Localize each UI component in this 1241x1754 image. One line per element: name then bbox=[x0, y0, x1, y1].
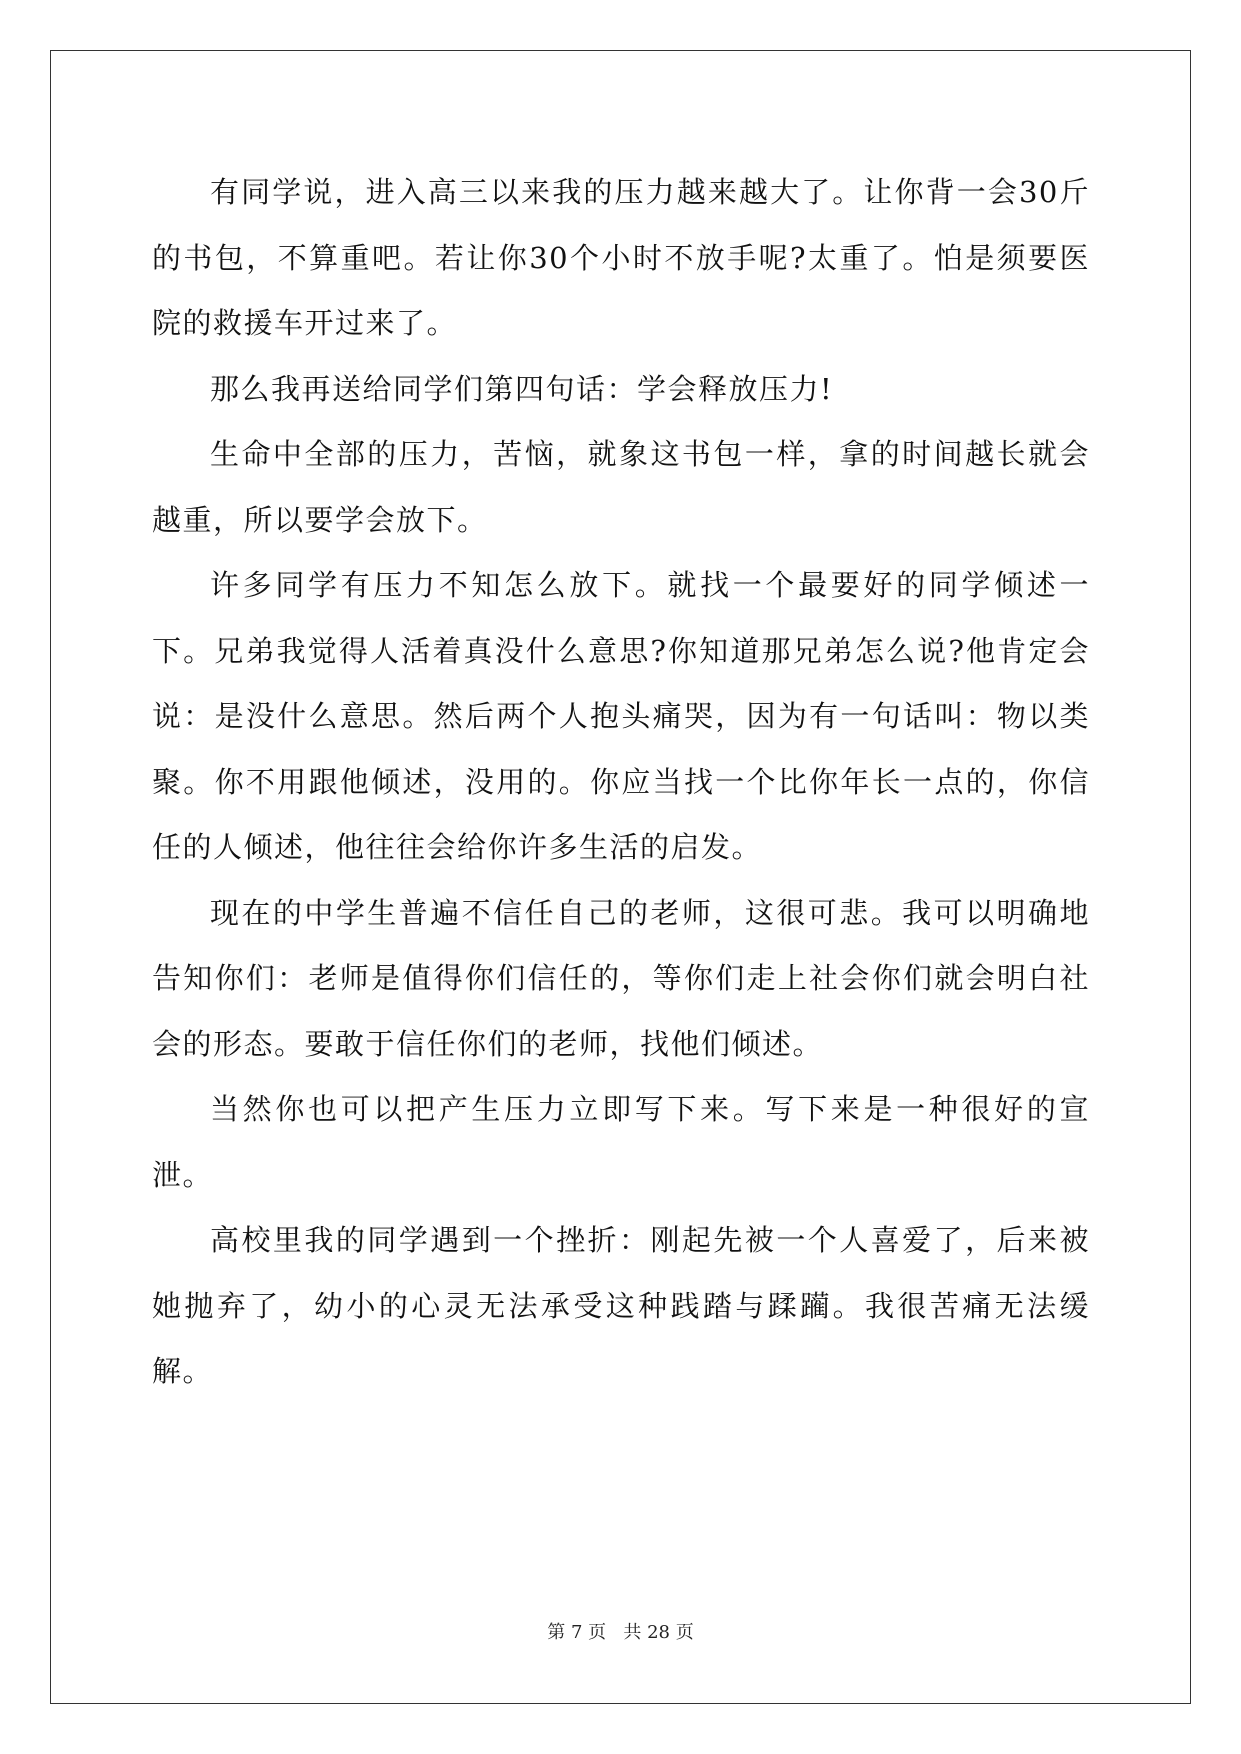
paragraph-5: 现在的中学生普遍不信任自己的老师，这很可悲。我可以明确地告知你们：老师是值得你们信任的，等你们走上社会你们就会明白社会的形态。要敢于信任你们的老师，找他们倾述。 bbox=[152, 895, 1090, 1061]
paragraph-6: 当然你也可以把产生压力立即写下来。写下来是一种很好的宣泄。 bbox=[152, 1092, 1090, 1192]
paragraph-3: 生命中全部的压力，苦恼，就象这书包一样，拿的时间越长就会越重，所以要学会放下。 bbox=[152, 437, 1090, 537]
paragraph-1: 有同学说，进入高三以来我的压力越来越大了。让你背一会30斤的书包，不算重吧。若让你30个小时不放手呢?太重了。怕是须要医院的救援车开过来了。 bbox=[152, 175, 1090, 340]
paragraph-2: 那么我再送给同学们第四句话：学会释放压力! bbox=[210, 371, 834, 406]
document-body bbox=[152, 160, 1090, 1405]
page-footer: 第 7 页 共 28 页 bbox=[547, 1622, 694, 1643]
paragraph-4: 许多同学有压力不知怎么放下。就找一个最要好的同学倾述一下。兄弟我觉得人活着真没什么意思?你知道那兄弟怎么说?他肯定会说：是没什么意思。然后两个人抱头痛哭，因为有一句话叫：物以类聚。你不用跟他倾述，没用的。你应当找一个比你年长一点的，你信任的人倾述，他往往会给你许多生活的启发。 bbox=[152, 568, 1090, 864]
paragraph-7: 高校里我的同学遇到一个挫折：刚起先被一个人喜爱了，后来被她抛弃了，幼小的心灵无法承受这种践踏与蹂躏。我很苦痛无法缓解。 bbox=[152, 1223, 1090, 1388]
